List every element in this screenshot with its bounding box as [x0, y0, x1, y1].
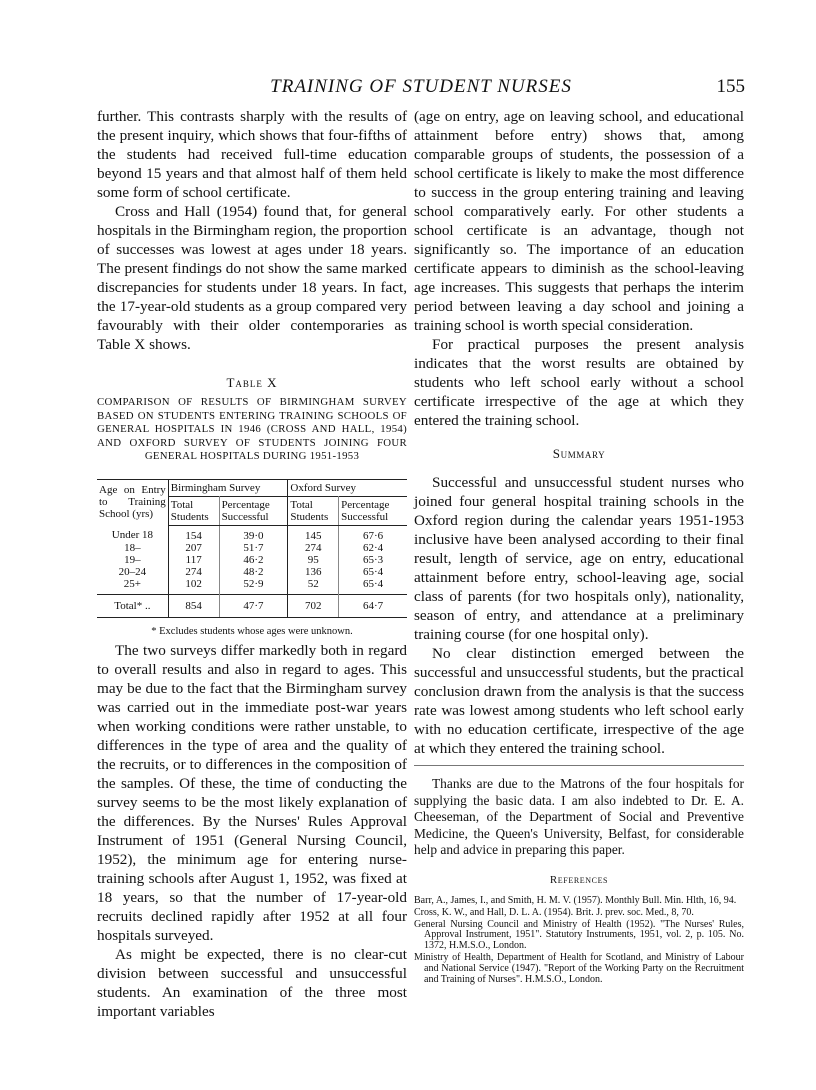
o-pct-cell: 67·6	[339, 525, 407, 542]
table-row	[97, 578, 407, 595]
o-pct-cell: 65·4	[339, 566, 407, 578]
b-total-cell: 207	[168, 542, 219, 554]
col-header-total: Total Students	[168, 496, 219, 525]
running-title: TRAINING OF STUDENT NURSES	[270, 76, 572, 97]
b-pct-cell: 48·2	[219, 566, 288, 578]
o-pct-cell: 65·3	[339, 554, 407, 566]
acknowledgements: Thanks are due to the Matrons of the four hospitals for supplying the basic data. I am also indebted to Dr. E. A. Cheeseman, of the Department of Social and Preventive Medicine, the Queen's University, Belfast, for considerable help and advice in preparing this paper.	[414, 776, 744, 858]
paragraph: Successful and unsuccessful student nurses who joined four general hospital training schools in the Oxford region during the calendar years 1951-1953 inclusive have been analysed according to their final result, length of service, age on entry, educational attainment before entry, school-leaving age, social class of parents (for two hospitals only), nationality, season of entry, and attendance at a preliminary training course (for one hospital only).	[414, 474, 744, 643]
paragraph: Cross and Hall (1954) found that, for general hospitals in the Birmingham region, the proportion of successes was lowest at ages under 18 years. The present findings do not show the same marked discrepancies for students under 18 years. In fact, the 17-year-old students as a group compared very favourably with their older contemporaries as Table X shows.	[97, 203, 407, 353]
age-cell: Total* ..	[97, 594, 168, 617]
o-total-cell: 95	[288, 554, 339, 566]
o-total-cell: 136	[288, 566, 339, 578]
table-row	[97, 525, 407, 542]
right-column	[414, 107, 744, 986]
o-pct-cell: 65·4	[339, 578, 407, 595]
references-heading: References	[549, 873, 609, 886]
reference-item: Cross, K. W., and Hall, D. L. A. (1954). Brit. J. prev. soc. Med., 8, 70.	[414, 906, 694, 918]
paragraph: As might be expected, there is no clear-cut division between successful and unsuccessful students. An examination of the three most important variables	[97, 945, 407, 1020]
group-header-birmingham: Birmingham Survey	[168, 479, 288, 496]
age-cell: 20–24	[118, 565, 147, 578]
o-total-cell: 274	[288, 542, 339, 554]
b-pct-cell: 52·9	[219, 578, 288, 595]
paragraph: further. This contrasts sharply with the results of the present inquiry, which shows that four-fifths of the students had received full-time education beyond 15 years and that almost half of them held some form of school certificate.	[97, 108, 407, 201]
left-column	[97, 107, 407, 1021]
table-footnote: * Excludes students whose ages were unknown.	[151, 625, 353, 637]
reference-item: Barr, A., James, I., and Smith, H. M. V. (1957). Monthly Bull. Min. Hlth, 16, 94.	[414, 894, 737, 906]
running-header	[97, 76, 745, 102]
col-header-pct: Percentage Successful	[219, 496, 288, 525]
o-total-cell: 702	[288, 594, 339, 617]
age-cell: 18–	[124, 541, 141, 554]
table-row	[97, 554, 407, 566]
paragraph: The two surveys differ markedly both in regard to overall results and also in regard to ages. This may be due to the fact that the Birmingham survey was carried out in the immediate post-war years when working conditions were rather unstable, to differences in the type of area and the quality of the recruits, or to differences in the composition of the samples. Of these, the time of conducting the survey seems to be the most likely explanation of the differences. By the Nurses' Rules Approval Instrument of 1951 (General Nursing Council, 1952), the minimum age for entering nurse-training schools after August 1, 1952, was fixed at 18 years, so that the number of 17-year-old recruits declined rapidly after 1952 at all four hospitals surveyed.	[97, 641, 407, 944]
age-cell: Under 18	[111, 529, 154, 542]
page-number: 155	[716, 76, 745, 97]
table-row	[97, 566, 407, 578]
paragraph: No clear distinction emerged between the successful and unsuccessful students, but the practical conclusion drawn from the analysis is that the success rate was lowest among students who left school early with no education certificate, irrespective of the age at which they entered the training school.	[414, 645, 744, 757]
table-caption: COMPARISON OF RESULTS OF BIRMINGHAM SURVEY BASED ON STUDENTS ENTERING TRAINING SCHOOLS OF GENERAL HOSPITALS IN 1946 (CROSS AND HALL, 1954) AND OXFORD SURVEY OF STUDENTS JOINING FOUR GENERAL HOSPITALS DURING 1951-1953	[97, 396, 407, 462]
b-total-cell: 117	[168, 554, 219, 566]
o-total-cell: 145	[288, 525, 339, 542]
b-pct-cell: 47·7	[219, 594, 288, 617]
references-list	[414, 896, 744, 985]
age-cell: 19–	[124, 553, 141, 566]
o-pct-cell: 62·4	[339, 542, 407, 554]
paragraph: (age on entry, age on leaving school, and educational attainment before entry) shows that, among comparable groups of students, the possession of a school certificate is likely to make the most difference to success in the group entering training and leaving school comparatively early. For other students a school certificate is an advantage, though not significantly so. The importance of an education certificate appears to diminish as the school-leaving age increases. This suggests that perhaps the interim period between leaving a day school and joining a training school is worth special consideration.	[414, 108, 744, 334]
col-header-pct: Percentage Successful	[339, 496, 407, 525]
o-pct-cell: 64·7	[339, 594, 407, 617]
col-header-age: Age on Entry to Training School (yrs)	[99, 484, 166, 521]
table-total-row	[97, 594, 407, 617]
b-total-cell: 854	[168, 594, 219, 617]
table-label: Table X	[226, 375, 278, 390]
b-total-cell: 154	[168, 525, 219, 542]
group-header-oxford: Oxford Survey	[288, 479, 407, 496]
table-row	[97, 542, 407, 554]
age-cell: 25+	[123, 577, 141, 590]
b-pct-cell: 39·0	[219, 525, 288, 542]
b-pct-cell: 46·2	[219, 554, 288, 566]
paragraph: For practical purposes the present analysis indicates that the worst results are obtained by students who left school early without a school certificate irrespective of the age at which they entered the training school.	[414, 336, 744, 429]
b-total-cell: 274	[168, 566, 219, 578]
b-pct-cell: 51·7	[219, 542, 288, 554]
b-total-cell: 102	[168, 578, 219, 595]
results-table	[97, 479, 407, 618]
summary-heading: Summary	[552, 446, 606, 461]
divider	[414, 765, 744, 766]
reference-item: Ministry of Health, Department of Health for Scotland, and Ministry of Labour and National Service (1947). "Report of the Working Party on the Recruitment and Training of Nurses". H.M.S.O., London.	[414, 951, 744, 985]
reference-item: General Nursing Council and Ministry of Health (1952). "The Nurses' Rules, Approval Instrument, 1951". Statutory Instruments, 1951, vol. 2, p. 105. No. 1372, H.M.S.O., London.	[414, 918, 744, 952]
o-total-cell: 52	[288, 578, 339, 595]
col-header-total: Total Students	[288, 496, 339, 525]
